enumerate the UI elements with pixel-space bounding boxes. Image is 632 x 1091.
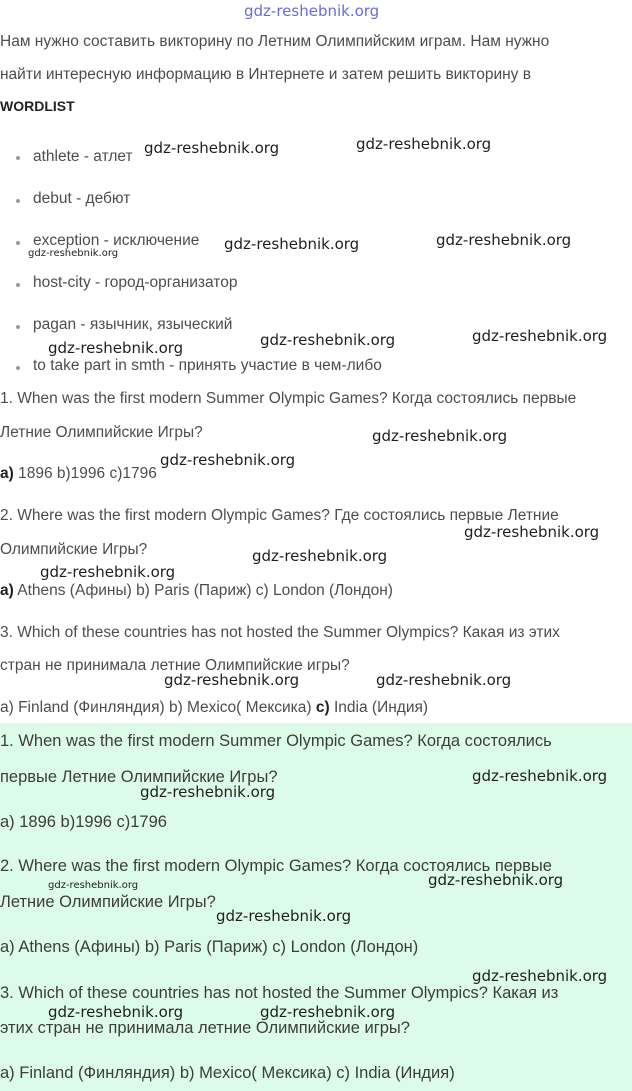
site-watermark: gdz-reshebnik.org [48,1003,184,1021]
bullet-icon [16,283,20,287]
site-watermark: gdz-reshebnik.org [144,139,280,157]
quiz-q3-options [0,699,428,717]
quiz-q3-line-2: стран не принимала летние Олимпийские игры? [0,657,350,674]
quiz-q2-line-2: Олимпийские Игры? [0,541,148,558]
site-watermark: gdz-reshebnik.org [160,451,296,469]
bullet-icon [16,156,20,160]
site-watermark: gdz-reshebnik.org [372,427,508,445]
intro-line-1: Нам нужно составить викторину по Летним Олимпийским играм. Нам нужно [0,33,550,50]
answer-marker: c) [315,699,330,716]
answer-q3-line-1: 3. Which of these countries has not hosted the Summer Olympics? Какая из [0,984,559,1002]
site-watermark: gdz-reshebnik.org [260,1003,396,1021]
site-watermark: gdz-reshebnik.org [356,135,492,153]
site-watermark: gdz-reshebnik.org [376,671,512,689]
options-text: Athens (Афины) b) Paris (Париж) c) London (Лондон) [13,582,393,599]
answer-q3-options: a) Finland (Финляндия) b) Mexico( Мексика) c) India (Индия) [0,1064,455,1082]
site-watermark: gdz-reshebnik.org [260,331,396,349]
answer-q2-line-2: Летние Олимпийские Игры? [0,893,216,911]
bullet-icon [16,241,20,245]
quiz-q3-line-1: 3. Which of these countries has not hosted the Summer Olympics? Какая из этих [0,624,560,641]
list-item: debut - дебют [33,190,131,207]
wordlist-heading: WORDLIST [0,98,75,114]
list-item: host-city - город-организатор [33,274,238,291]
answer-q3-line-2: этих стран не принимала летние Олимпийские игры? [0,1019,410,1037]
site-watermark: gdz-reshebnik.org [472,767,608,785]
site-watermark: gdz-reshebnik.org [436,231,572,249]
list-item: to take part in smth - принять участие в чем-либо [33,357,382,374]
site-watermark: gdz-reshebnik.org [40,563,176,581]
site-watermark: gdz-reshebnik.org [464,523,600,541]
options-text: 1896 b)1996 c)1796 [13,465,157,482]
site-watermark: gdz-reshebnik.org [164,671,300,689]
site-watermark: gdz-reshebnik.org [28,248,119,259]
site-watermark: gdz-reshebnik.org [428,871,564,889]
site-watermark: gdz-reshebnik.org [472,967,608,985]
answer-q1-options: a) 1896 b)1996 c)1796 [0,813,167,831]
site-watermark: gdz-reshebnik.org [140,783,276,801]
answer-q1-line-1: 1. When was the first modern Summer Olympic Games? Когда состоялись [0,732,552,750]
bullet-icon [16,199,20,203]
site-watermark: gdz-reshebnik.org [48,880,139,891]
site-watermark: gdz-reshebnik.org [216,907,352,925]
bullet-icon [16,325,20,329]
quiz-q1-options [0,465,157,483]
options-text: a) Finland (Финляндия) b) Mexico( Мексика) [0,699,316,716]
answer-marker: a) [0,465,14,482]
quiz-q2-options [0,582,393,600]
answer-marker: a) [0,582,14,599]
quiz-q1-line-1: 1. When was the first modern Summer Olympic Games? Когда состоялись первые [0,390,577,407]
answer-q2-line-1: 2. Where was the first modern Olympic Games? Когда состоялись первые [0,857,552,875]
answer-q2-options: a) Athens (Афины) b) Paris (Париж) c) London (Лондон) [0,938,419,956]
site-watermark: gdz-reshebnik.org [224,235,360,253]
site-watermark: gdz-reshebnik.org [472,327,608,345]
intro-line-2: найти интересную информацию в Интернете и затем решить викторину в [0,66,531,83]
quiz-q1-line-2: Летние Олимпийские Игры? [0,424,203,441]
options-text: India (Индия) [329,699,429,716]
site-watermark: gdz-reshebnik.org [48,339,184,357]
list-item: exception - исключение [33,232,200,249]
site-watermark: gdz-reshebnik.org [252,547,388,565]
answer-q1-line-2: первые Летние Олимпийские Игры? [0,768,278,786]
list-item: athlete - атлет [33,148,133,165]
quiz-q2-line-1: 2. Where was the first modern Olympic Games? Где состоялись первые Летние [0,507,559,524]
site-watermark-top: gdz-reshebnik.org [244,2,380,20]
list-item: pagan - язычник, языческий [33,316,233,333]
bullet-icon [16,366,20,370]
